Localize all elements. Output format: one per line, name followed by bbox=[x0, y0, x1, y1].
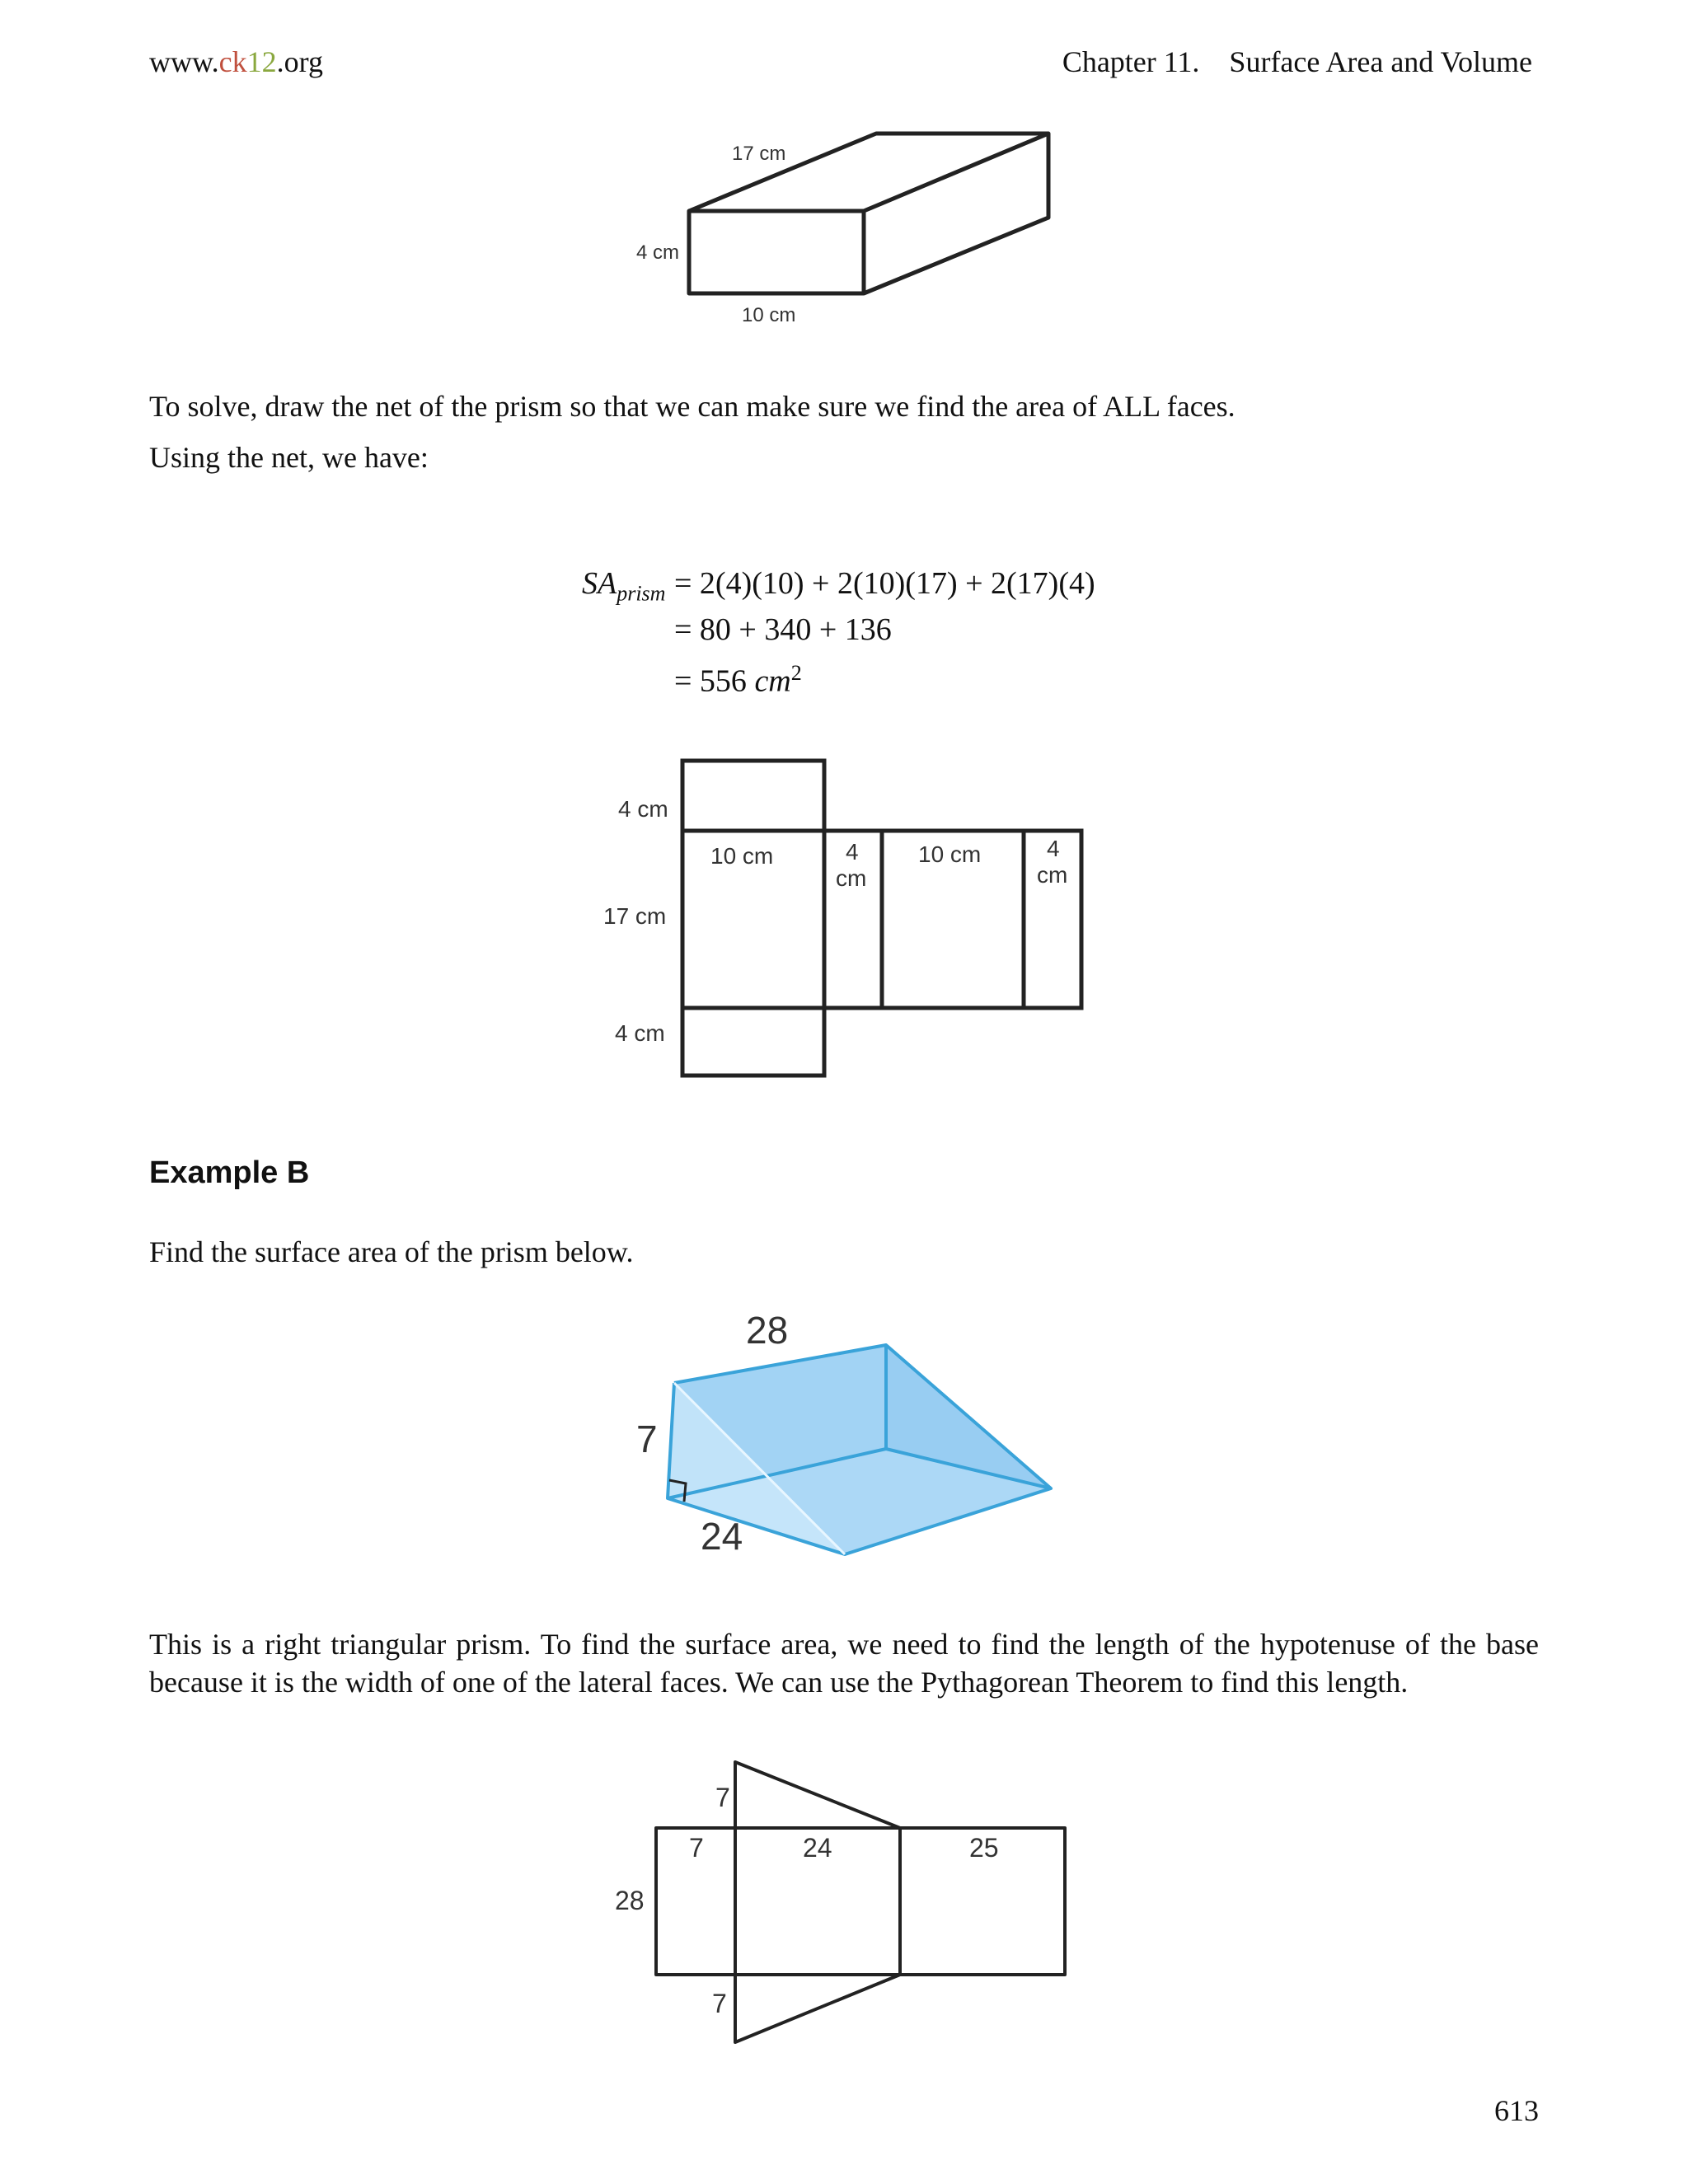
equation-line-3-unit: cm bbox=[754, 663, 791, 699]
equation-lhs-main: SA bbox=[582, 566, 617, 601]
net-face-3-label: 10 cm bbox=[918, 841, 982, 867]
page-number: 613 bbox=[1494, 2094, 1539, 2127]
label-length: 17 cm bbox=[732, 143, 786, 165]
prism-label-base: 24 bbox=[701, 1515, 743, 1558]
site-url-prefix: www. bbox=[149, 45, 219, 78]
net-label-top: 4 cm bbox=[618, 796, 668, 822]
site-url-ck: ck bbox=[218, 45, 247, 78]
net-rect2-label: 24 bbox=[803, 1833, 832, 1863]
prism-label-length: 28 bbox=[746, 1310, 789, 1352]
prism-net-drawing bbox=[593, 754, 1088, 1084]
prism-label-height: 7 bbox=[636, 1418, 658, 1460]
label-height: 4 cm bbox=[636, 241, 680, 264]
chapter-title: Chapter 11. Surface Area and Volume bbox=[1062, 45, 1532, 78]
example-prompt: Find the surface area of the prism below. bbox=[149, 1235, 634, 1268]
equation-lhs bbox=[582, 565, 665, 607]
site-url-suffix: .org bbox=[276, 45, 323, 78]
net-label-left: 17 cm bbox=[603, 903, 667, 929]
site-url-12: 12 bbox=[246, 45, 277, 78]
net-height-label: 28 bbox=[615, 1886, 645, 1915]
figure-triangular-prism-net bbox=[602, 1747, 1080, 2060]
net-face-2-unit: cm bbox=[836, 865, 867, 891]
net-tri-top-label: 7 bbox=[715, 1783, 730, 1812]
equation-line-3-exponent: 2 bbox=[790, 661, 802, 685]
equation-line-3-value: = 556 bbox=[674, 663, 755, 699]
figure-rectangular-prism bbox=[626, 124, 1055, 330]
equation-lhs-subscript: prism bbox=[617, 581, 666, 606]
equation-line-3 bbox=[674, 661, 802, 700]
paragraph-using-net: Using the net, we have: bbox=[149, 441, 429, 474]
net-face-4-unit: cm bbox=[1037, 862, 1068, 888]
figure-triangular-prism bbox=[618, 1310, 1063, 1574]
paragraph-solve: To solve, draw the net of the prism so that we can make sure we find the area of ALL faces. bbox=[149, 390, 1236, 423]
paragraph-right-triangular-prism: This is a right triangular prism. To find the surface area, we need to find the length of the hypotenuse of the base because it is the width of one of the lateral faces. We can use the Pythagorean Theorem to find this length. bbox=[149, 1628, 1539, 1699]
triangular-prism-drawing bbox=[618, 1310, 1063, 1574]
net-face-2-number: 4 bbox=[846, 839, 859, 865]
equation-line-1: = 2(4)(10) + 2(10)(17) + 2(17)(4) bbox=[674, 566, 1095, 601]
net-tri-bottom-label: 7 bbox=[712, 1989, 727, 2018]
net-face-4-number: 4 bbox=[1047, 836, 1060, 861]
example-heading: Example B bbox=[149, 1155, 310, 1190]
net-label-bottom: 4 cm bbox=[615, 1020, 665, 1046]
net-rect3-label: 25 bbox=[969, 1833, 999, 1863]
label-width: 10 cm bbox=[742, 304, 796, 326]
net-rect1-label: 7 bbox=[689, 1833, 704, 1863]
net-face-1-label: 10 cm bbox=[710, 843, 774, 869]
site-url[interactable] bbox=[149, 45, 323, 79]
triangular-prism-net-drawing bbox=[602, 1747, 1080, 2060]
figure-prism-net bbox=[593, 754, 1088, 1084]
rectangular-prism-drawing bbox=[626, 124, 1055, 330]
equation-line-2: = 80 + 340 + 136 bbox=[674, 612, 892, 647]
